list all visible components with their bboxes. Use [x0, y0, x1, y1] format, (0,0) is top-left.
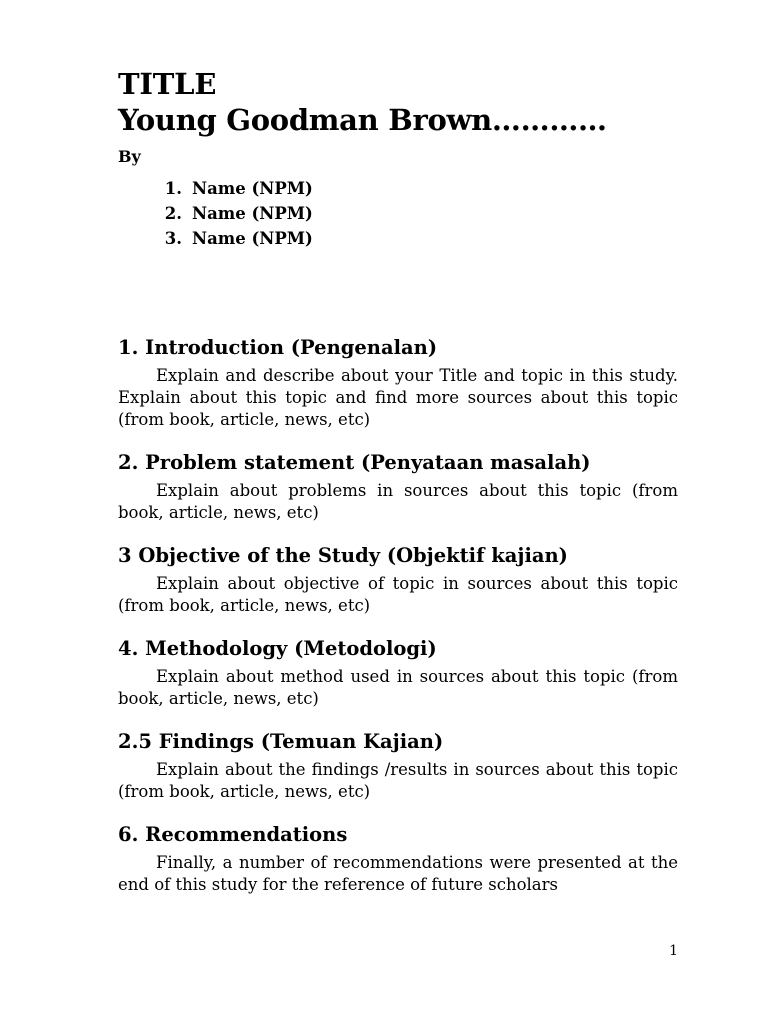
section-recommendations — [118, 821, 678, 896]
section-spacer — [118, 710, 678, 728]
section-introduction — [118, 334, 678, 431]
section-spacer — [118, 524, 678, 542]
author-name: Name (NPM) — [192, 229, 313, 248]
sections-container — [118, 334, 678, 896]
section-body: Explain about the findings /results in sources about this topic (from book, article, news, etc) — [118, 760, 678, 801]
section-heading: 2.5 Findings (Temuan Kajian) — [118, 730, 444, 753]
section-methodology — [118, 635, 678, 710]
author-number: 3. — [164, 229, 182, 248]
author-number: 1. — [164, 179, 182, 198]
section-heading: 3 Objective of the Study (Objektif kajian) — [118, 544, 568, 567]
section-body: Explain and describe about your Title and topic in this study. Explain about this topic and find more sources about this topic (from book, article, news, etc) — [118, 366, 678, 429]
author-item — [118, 226, 678, 251]
author-item — [118, 201, 678, 226]
section-problem-statement — [118, 449, 678, 524]
by-label: By — [118, 147, 141, 166]
section-heading: 6. Recommendations — [118, 823, 348, 846]
author-name: Name (NPM) — [192, 179, 313, 198]
document-title: TITLE — [118, 67, 217, 101]
section-spacer — [118, 431, 678, 449]
author-item — [118, 176, 678, 201]
author-list — [118, 176, 678, 251]
page-number: 1 — [669, 943, 678, 959]
section-body: Finally, a number of recommendations were presented at the end of this study for the reference of future scholars — [118, 853, 678, 894]
section-body: Explain about problems in sources about this topic (from book, article, news, etc) — [118, 481, 678, 522]
section-heading: 2. Problem statement (Penyataan masalah) — [118, 451, 591, 474]
section-heading: 1. Introduction (Pengenalan) — [118, 336, 438, 359]
section-spacer — [118, 617, 678, 635]
section-heading: 4. Methodology (Metodologi) — [118, 637, 437, 660]
section-objective — [118, 542, 678, 617]
section-body: Explain about objective of topic in sources about this topic (from book, article, news, etc) — [118, 574, 678, 615]
section-findings — [118, 728, 678, 803]
title-block — [118, 66, 678, 251]
author-number: 2. — [164, 204, 182, 223]
section-spacer — [118, 803, 678, 821]
author-name: Name (NPM) — [192, 204, 313, 223]
section-body: Explain about method used in sources about this topic (from book, article, news, etc) — [118, 667, 678, 708]
document-subtitle: Young Goodman Brown………… — [118, 103, 607, 137]
